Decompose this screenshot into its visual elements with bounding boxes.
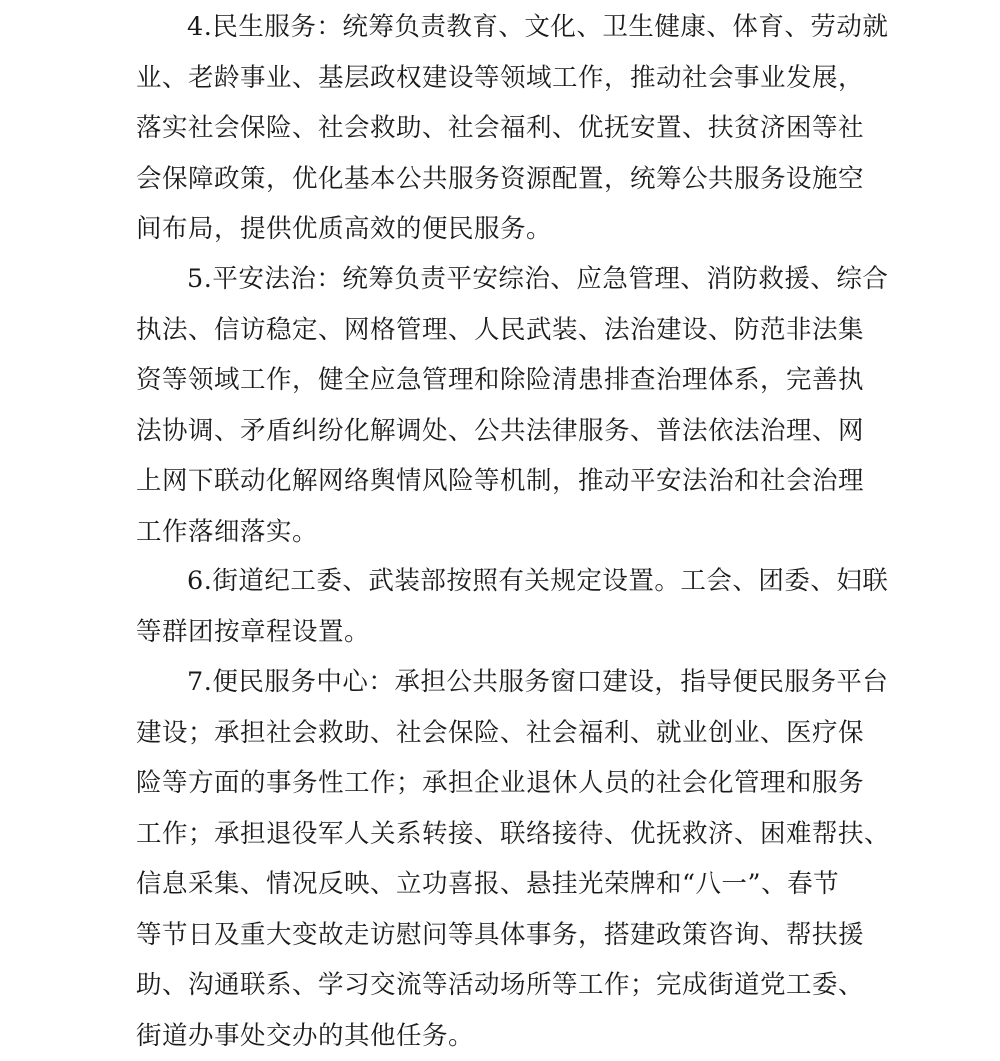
text-line: 等群团按章程设置。 — [136, 607, 888, 658]
text-line: 6.街道纪工委、武装部按照有关规定设置。工会、团委、妇联 — [136, 556, 888, 607]
text-line: 工作；承担退役军人关系转接、联络接待、优抚救济、困难帮扶、 — [136, 809, 890, 860]
text-line: 信息采集、情况反映、立功喜报、悬挂光荣牌和“八一”、春节 — [136, 859, 890, 910]
text-line: 业、老龄事业、基层政权建设等领域工作，推动社会事业发展， — [136, 53, 888, 104]
paragraph-service-center — [136, 657, 890, 1061]
text-line: 会保障政策，优化基本公共服务资源配置，统筹公共服务设施空 — [136, 154, 888, 205]
text-line: 街道办事处交办的其他任务。 — [136, 1011, 890, 1061]
text-line: 法协调、矛盾纠纷化解调处、公共法律服务、普法依法治理、网 — [136, 406, 888, 457]
text-line: 执法、信访稳定、网格管理、人民武装、法治建设、防范非法集 — [136, 305, 888, 356]
text-line: 上网下联动化解网络舆情风险等机制，推动平安法治和社会治理 — [136, 456, 888, 507]
text-line: 7.便民服务中心：承担公共服务窗口建设，指导便民服务平台 — [136, 657, 890, 708]
paragraph-livelihood-services — [136, 2, 888, 255]
text-line: 5.平安法治：统筹负责平安综治、应急管理、消防救援、综合 — [136, 254, 888, 305]
text-line: 资等领域工作，健全应急管理和除险清患排查治理体系，完善执 — [136, 355, 888, 406]
text-line: 建设；承担社会救助、社会保险、社会福利、就业创业、医疗保 — [136, 708, 890, 759]
text-line: 工作落细落实。 — [136, 507, 888, 558]
paragraph-safety-rule-of-law — [136, 254, 888, 557]
text-line: 落实社会保险、社会救助、社会福利、优抚安置、扶贫济困等社 — [136, 103, 888, 154]
text-line: 险等方面的事务性工作；承担企业退休人员的社会化管理和服务 — [136, 758, 890, 809]
text-line: 间布局，提供优质高效的便民服务。 — [136, 204, 888, 255]
paragraph-discipline-committee — [136, 556, 888, 657]
text-line: 4.民生服务：统筹负责教育、文化、卫生健康、体育、劳动就 — [136, 2, 888, 53]
text-line: 助、沟通联系、学习交流等活动场所等工作；完成街道党工委、 — [136, 960, 890, 1011]
text-line: 等节日及重大变故走访慰问等具体事务，搭建政策咨询、帮扶援 — [136, 910, 890, 961]
